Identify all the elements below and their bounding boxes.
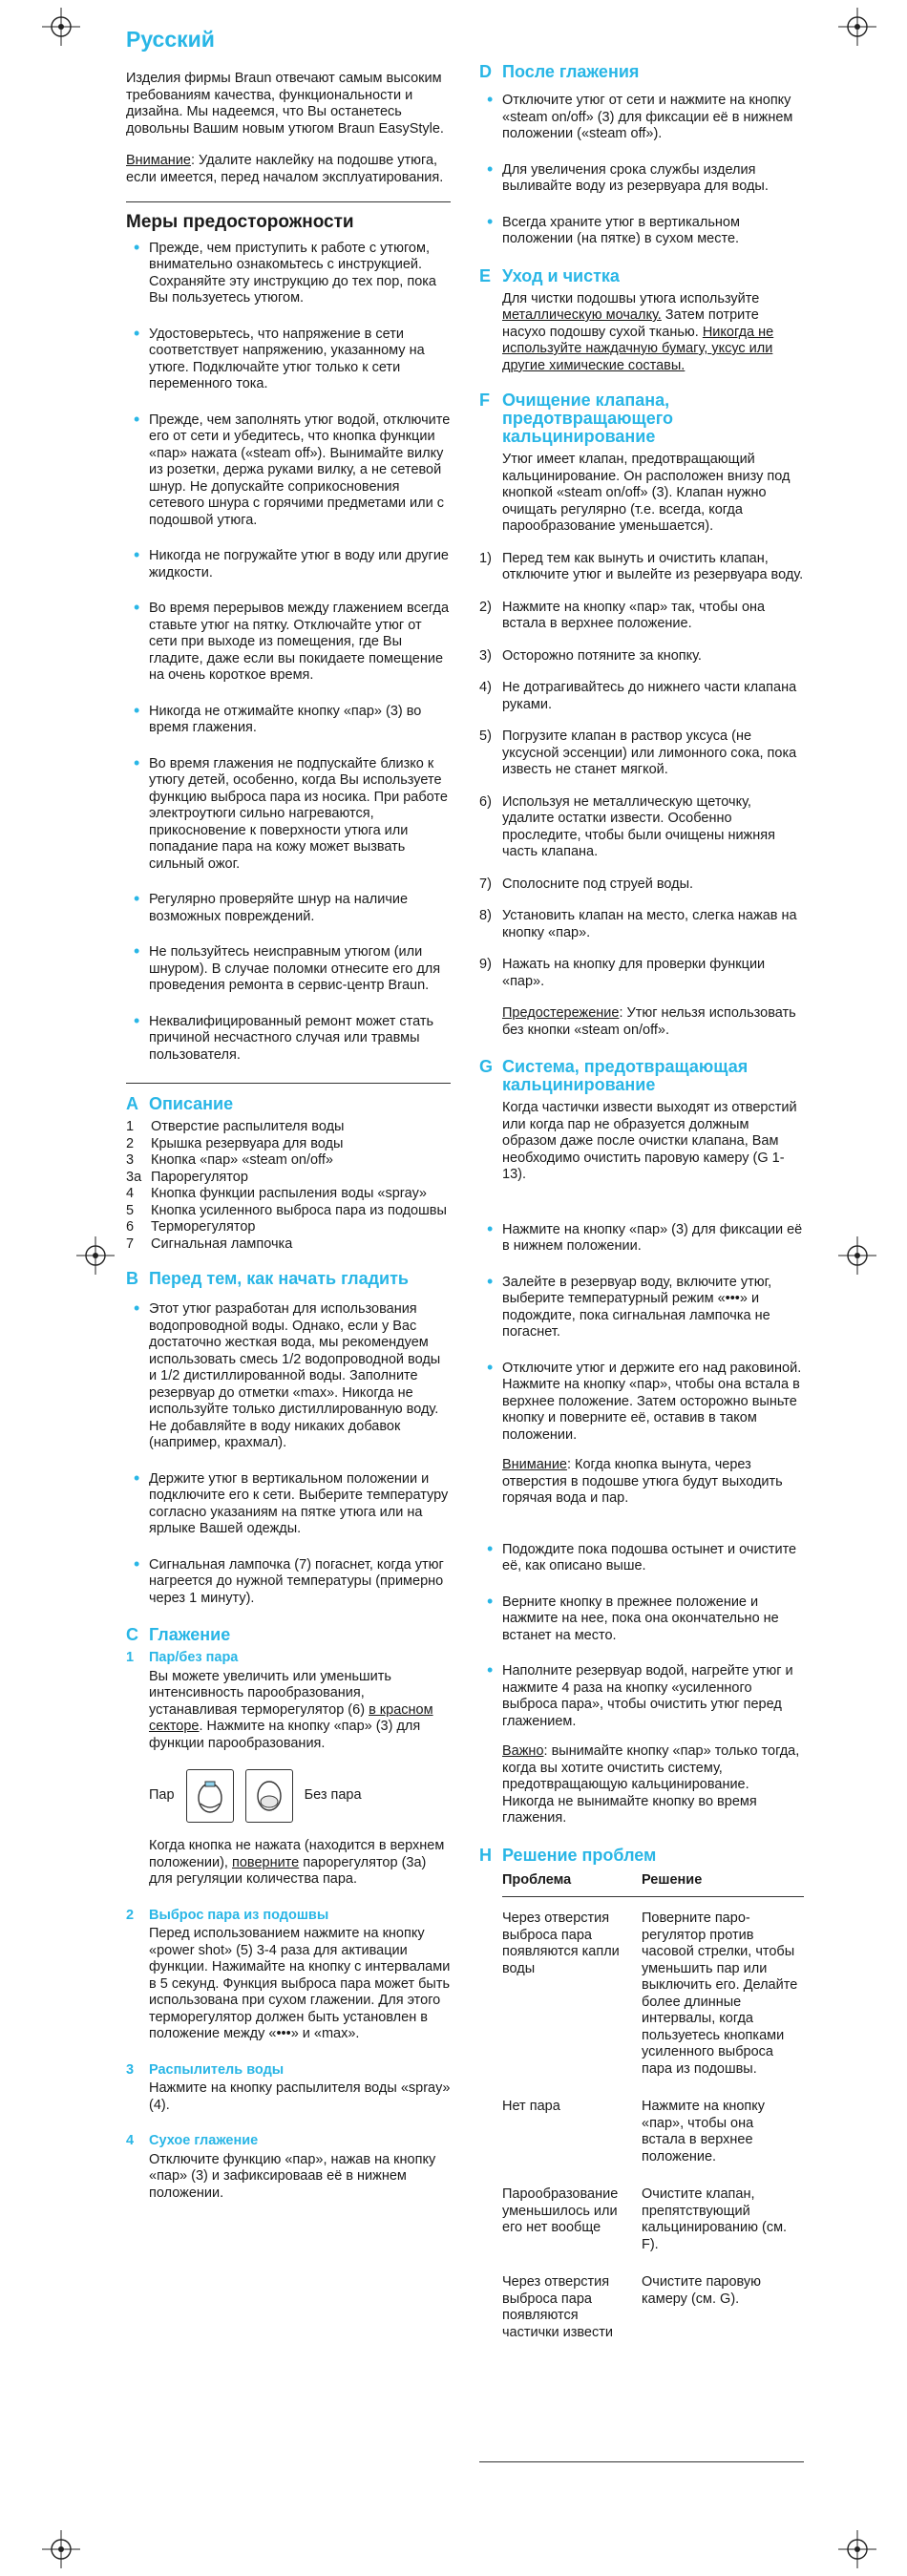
subsection-title: Выброс пара из подошвы — [149, 1907, 329, 1923]
registration-mark-mid-right — [838, 1236, 876, 1275]
page-title: Русский — [126, 27, 215, 52]
registration-mark-bottom-left — [42, 2530, 80, 2568]
item-number: 4 — [126, 1186, 135, 1201]
step-number: 7) — [479, 876, 492, 892]
list-item — [479, 648, 804, 665]
subsection-4-heading — [126, 2133, 451, 2150]
subsection-3-text: Нажмите на кнопку распылителя воды «spray» (4). — [149, 2080, 451, 2113]
anticalc-list-1 — [479, 1222, 804, 1445]
anticalc-intro: Когда частички извести выходят из отверстий или когда пар не образуется должным образом даже после очистки клапана, Вам необходимо очистить паровую камеру (G 1-13). — [502, 1100, 797, 1182]
section-title: Решение проблем — [502, 1845, 657, 1865]
list-item — [126, 1186, 451, 1203]
section-b-heading — [126, 1270, 451, 1288]
list-item: • Прежде, чем заполнять утюг водой, отключите его от сети и убедитесь, что кнопка функции «пар» нажата («steam off»). Вынимайте вилку из розетки, держа руками вилку, а не сетевой шнур. Не допускайте соприкосновения сетевого шнура с горячими предметами или с подошвой утюга. — [126, 412, 451, 530]
section-title: Уход и чистка — [502, 265, 620, 285]
left-column — [126, 27, 451, 2202]
item-number: 6 — [126, 1219, 135, 1235]
step-number: 5) — [479, 728, 492, 744]
valve-intro: Утюг имеет клапан, предотвращающий кальцинирование. Он расположен внизу под кнопкой «steam on/off» (3). Клапан нужно очищать регулярно (т.е. всегда, когда парообразование уменьшается). — [502, 452, 791, 534]
no-steam-label: Без пара — [304, 1787, 362, 1804]
attention-text: : Удалите наклейку на подошве утюга, если имеется, перед началом эксплуатирования. — [126, 153, 444, 185]
item-text: Крышка резервуара для воды — [151, 1135, 344, 1151]
section-letter: H — [479, 1845, 492, 1865]
list-item — [126, 1119, 451, 1136]
column-header-solution: Решение — [642, 1870, 804, 1897]
step-number: 1) — [479, 550, 492, 566]
divider — [126, 201, 451, 202]
subsection-4-text: Отключите функцию «пар», нажав на кнопку «пар» (3) и зафиксироваав её в нижнем положении. — [149, 2151, 436, 2201]
step-number: 2) — [479, 599, 492, 615]
step-text: Нажать на кнопку для проверки функции «пар». — [502, 957, 766, 989]
section-letter: C — [126, 1625, 138, 1644]
list-item — [126, 1203, 451, 1220]
registration-mark-top-right — [838, 8, 876, 46]
list-item: • Регулярно проверяйте шнур на наличие возможных повреждений. — [126, 892, 451, 925]
list-item: • Во время перерывов между глажением всегда ставьте утюг на пятку. Отключайте утюг от сети при выходе из помещения, где Вы гладите, даже если вы покидаете помещение на очень короткое время. — [126, 601, 451, 685]
solution-cell: Очистите клапан, препятствующий кальцинированию (см. F). — [642, 2186, 788, 2252]
section-g-heading — [479, 1058, 804, 1094]
care-text — [502, 291, 804, 375]
list-item: • Нажмите на кнопку «пар» (3) для фиксации её в нижнем положении. — [479, 1222, 804, 1256]
subsection-1-heading — [126, 1650, 451, 1667]
steam-label: Пар — [149, 1787, 175, 1804]
subsection-3-heading — [126, 2062, 451, 2080]
item-text: Кнопка функции распыления воды «spray» — [151, 1186, 427, 1201]
item-number: 1 — [126, 1119, 135, 1134]
section-title: Система, предотвращающая кальцинирование — [502, 1057, 749, 1094]
solution-cell: Очистите паровую камеру (см. G). — [642, 2274, 762, 2307]
item-text: Сигнальная лампочка — [151, 1235, 293, 1252]
list-item: • Неквалифицированный ремонт может стать причиной несчастного случая или травмы пользователя. — [126, 1014, 451, 1065]
item-number: 3 — [126, 1152, 135, 1168]
attention-label: Внимание — [126, 153, 191, 168]
list-item: • Верните кнопку в прежнее положение и нажмите на нее, пока она окончательно не встанет на место. — [479, 1594, 804, 1645]
list-item — [479, 728, 804, 779]
step-text: Используя не металлическую щеточку, удалите остатки извести. Особенно проследите, чтобы были очищены нижняя часть клапана. — [502, 793, 775, 859]
list-item — [479, 600, 804, 633]
section-title: Перед тем, как начать гладить — [149, 1269, 409, 1288]
solution-cell: Нажмите на кнопку «пар», чтобы она встала в верхнее положение. — [642, 2099, 765, 2164]
attention-label: Внимание — [502, 1457, 567, 1472]
warning-label: Предостережение — [502, 1005, 620, 1021]
bottom-rule — [479, 2461, 804, 2462]
list-item — [479, 957, 804, 990]
list-item: • Подождите пока подошва остынет и очистите её, как описано выше. — [479, 1542, 804, 1575]
subsection-title: Пар/без пара — [149, 1650, 239, 1665]
text: парорегулятор (3а) для регуляции количества пара. — [149, 1854, 427, 1887]
list-item — [126, 1170, 451, 1187]
text: Когда кнопка не нажата (находится в верхнем положении), — [149, 1838, 445, 1870]
subsection-2-text: Перед использованием нажмите на кнопку «power shot» (5) 3-4 раза для активации функции. Нажимайте на кнопку с интервалами в 5 секунд. Функция выброса пара может быть использована при сухом глажении. Для этого терморегулятор должен быть установлен в положение между «•••» и «max». — [149, 1926, 451, 2041]
list-item: • Не пользуйтесь неисправным утюгом (или шнуром). В случае поломки отнесите его для проведения ремонта в сервис-центр Braun. — [126, 944, 451, 995]
table-row — [502, 1897, 804, 2086]
item-text: Кнопка усиленного выброса пара из подошвы — [151, 1202, 447, 1218]
divider — [126, 1083, 451, 1084]
list-item: • Сигнальная лампочка (7) погаснет, когда утюг нагреется до нужной температуры (примерно через 1 минуту). — [126, 1557, 451, 1608]
section-title: Описание — [149, 1094, 234, 1113]
subsection-number: 4 — [126, 2133, 135, 2148]
column-header-problem: Проблема — [502, 1870, 642, 1897]
table-row — [502, 2085, 804, 2173]
warning-note — [502, 1005, 804, 1039]
step-text: Перед тем как вынуть и очистить клапан, отключите утюг и вылейте из резервуара воду. — [502, 550, 804, 582]
step-text: Не дотрагивайтесь до нижнего части клапана руками. — [502, 680, 797, 712]
list-item: • Наполните резервуар водой, нагрейте утюг и нажмите 4 раза на кнопку «усиленного выброса пара», чтобы очистить утюг перед глажением. — [479, 1663, 804, 1730]
step-text: Погрузите клапан в раствор уксуса (не уксусной эссенции) или лимонного сока, пока известь не станет мягкой. — [502, 728, 797, 777]
table-row — [502, 2173, 804, 2261]
list-item — [479, 876, 804, 894]
intro-paragraph: Изделия фирмы Braun отвечают самым высоким требованиям качества, функциональности и дизайна. Мы надеемся, что Вы останетесь довольны Вашим новым утюгом Braun EasyStyle. — [126, 71, 444, 137]
item-number: 7 — [126, 1235, 135, 1252]
subsection-number: 2 — [126, 1907, 135, 1923]
text: Вы можете увеличить или уменьшить интенсивность парообразования, устанавливая терморегулятор (6) — [149, 1668, 391, 1718]
list-item: • Залейте в резервуар воду, включите утюг, выберите температурный режим «•••» и подождите, пока сигнальная лампочка не погаснет. — [479, 1275, 804, 1341]
problem-cell: Через отверстия выброса пара появляются частички извести — [502, 2274, 613, 2340]
list-item — [479, 908, 804, 941]
section-e-heading — [479, 267, 804, 285]
list-item: • Отключите утюг и держите его над раковиной. Нажмите на кнопку «пар», чтобы она встала в верхнее положение. Затем осторожно выньте кнопку и поверните её, оставив в таком положении. — [479, 1361, 804, 1445]
after-ironing-list — [479, 93, 804, 248]
section-d-heading — [479, 63, 804, 81]
step-number: 3) — [479, 647, 492, 664]
subsection-1-text — [149, 1669, 451, 1753]
list-item: • Держите утюг в вертикальном положении и подключите его к сети. Выберите температуру согласно указаниям на пятке утюга или на ярлыке Вашей одежды. — [126, 1471, 451, 1538]
steam-off-icon — [245, 1769, 293, 1823]
section-h-heading — [479, 1847, 804, 1865]
important-note — [502, 1743, 804, 1827]
list-item — [126, 1219, 451, 1236]
list-item — [479, 680, 804, 713]
list-item: • Удостоверьтесь, что напряжение в сети соответствует напряжению, указанному на утюге. Подключайте утюг только к сети переменного тока. — [126, 327, 451, 393]
subsection-title: Распылитель воды — [149, 2061, 285, 2078]
item-number: 5 — [126, 1202, 135, 1218]
registration-mark-mid-left — [76, 1236, 115, 1275]
valve-steps — [479, 551, 804, 991]
section-a-heading — [126, 1095, 451, 1113]
attention-note — [126, 153, 451, 186]
important-text: : вынимайте кнопку «пар» только тогда, когда вы хотите очистить систему, предотвращающую кальцинирование. Никогда не вынимайте кнопку во время глажения. — [502, 1743, 800, 1826]
list-item: • Никогда не погружайте утюг в воду или другие жидкости. — [126, 548, 451, 581]
solution-cell: Поверните паро-регулятор против часовой стрелки, чтобы уменьшить пар или выключить его. Делайте более длинные интервалы, когда пользуетесь кнопками усиленного выброса пара из подошвы. — [642, 1911, 798, 2077]
step-text: Нажмите на кнопку «пар» так, чтобы она встала в верхнее положение. — [502, 599, 766, 631]
section-letter: A — [126, 1094, 138, 1113]
list-item: • Во время глажения не подпускайте близко к утюгу детей, особенно, когда Вы используете функцию выброса пара из носика. При работе электроутюги сильно нагреваются, прикосновение к поверхности утюга или попадание пара на кожу может вызвать сильный ожог. — [126, 756, 451, 874]
before-ironing-list — [126, 1301, 451, 1607]
warning-text: : Утюг нельзя использовать без кнопки «steam on/off». — [502, 1005, 796, 1038]
item-text: Терморегулятор — [151, 1219, 256, 1235]
right-column — [479, 63, 804, 2349]
step-number: 6) — [479, 793, 492, 810]
problem-cell: Парообразование уменьшилось или его нет вообще — [502, 2186, 619, 2235]
list-item — [126, 1236, 451, 1254]
step-number: 4) — [479, 680, 492, 695]
precautions-list — [126, 241, 451, 1065]
step-text: Осторожно потяните за кнопку. — [502, 647, 702, 664]
section-letter: G — [479, 1057, 494, 1076]
list-item: • Прежде, чем приступить к работе с утюгом, внимательно ознакомьтесь с инструкцией. Сохраняйте эту инструкцию до тех пор, пока Вы пользуетесь утюгом. — [126, 241, 451, 307]
troubleshooting-table-wrap — [502, 1870, 804, 2350]
step-number: 9) — [479, 957, 492, 972]
section-c-heading — [126, 1626, 451, 1644]
step-text: Сполосните под струей воды. — [502, 876, 694, 892]
list-item: • Всегда храните утюг в вертикальном положении (на пятке) в сухом месте. — [479, 215, 804, 248]
registration-mark-bottom-right — [838, 2530, 876, 2568]
section-letter: F — [479, 391, 490, 410]
item-number: 3a — [126, 1169, 142, 1185]
item-text: Кнопка «пар» «steam on/off» — [151, 1152, 333, 1168]
step-text: Установить клапан на место, слегка нажав на кнопку «пар». — [502, 908, 797, 940]
list-item — [126, 1152, 451, 1170]
table-header-row — [502, 1870, 804, 1897]
text: Для чистки подошвы утюга используйте — [502, 290, 760, 306]
list-item — [479, 794, 804, 861]
item-text: Отверстие распылителя воды — [151, 1119, 345, 1134]
list-item — [126, 1136, 451, 1153]
precautions-heading: Меры предосторожности — [126, 212, 354, 232]
steam-button-illustration — [149, 1769, 451, 1823]
item-text: Парорегулятор — [151, 1169, 248, 1185]
troubleshooting-table — [502, 1870, 804, 2350]
list-item — [479, 551, 804, 584]
list-item: • Этот утюг разработан для использования водопроводной воды. Однако, если у Вас достаточно жесткая вода, мы рекомендуем использовать смесь 1/2 водопроводной воды и 1/2 дистиллированной воды. Заполните резервуар до отметки «max». Никогда не используйте только дистиллированную воду. Не добавляйте в воду никаких добавок (например, крахмал). — [126, 1301, 451, 1452]
text: Затем потрите насухо подошву сухой тканью. — [502, 307, 759, 340]
important-label: Важно — [502, 1743, 544, 1759]
underlined-text: металлическую мочалку. — [502, 307, 662, 323]
subsection-1b-text — [149, 1838, 451, 1889]
section-title: Глажение — [149, 1625, 231, 1644]
list-item: • Никогда не отжимайте кнопку «пар» (3) во время глажения. — [126, 704, 451, 737]
section-title: После глажения — [502, 62, 640, 81]
underlined-text: поверните — [231, 1854, 300, 1870]
parts-description-list — [126, 1119, 451, 1253]
problem-cell: Через отверстия выброса пара появляются капли воды — [502, 1911, 620, 1976]
section-letter: D — [479, 62, 492, 81]
steam-on-icon — [186, 1769, 234, 1823]
item-number: 2 — [126, 1135, 135, 1151]
table-row — [502, 2261, 804, 2349]
subsection-number: 3 — [126, 2061, 135, 2078]
attention-text: : Когда кнопка вынута, через отверстия в подошве утюга будут выходить горячая вода и пар. — [502, 1457, 783, 1506]
underlined-text: Никогда не используйте наждачную бумагу, уксус или другие химические составы. — [502, 324, 774, 373]
registration-mark-top-left — [42, 8, 80, 46]
section-f-heading — [479, 391, 804, 446]
list-item: • Отключите утюг от сети и нажмите на кнопку «steam on/off» (3) для фиксации её в нижнем положении («steam off»). — [479, 93, 804, 143]
section-letter: E — [479, 265, 492, 285]
anticalc-list-2 — [479, 1542, 804, 1731]
step-number: 8) — [479, 908, 492, 923]
section-letter: B — [126, 1269, 138, 1288]
underlined-text: в красном секторе — [149, 1701, 433, 1734]
problem-cell: Нет пара — [502, 2099, 560, 2114]
subsection-number: 1 — [126, 1650, 135, 1665]
section-title: Очищение клапана, предотвращающего кальцинирование — [502, 391, 673, 446]
anticalc-attention — [502, 1457, 804, 1508]
list-item: • Для увеличения срока службы изделия выливайте воду из резервуара для воды. — [479, 162, 804, 196]
text: . Нажмите на кнопку «пар» (3) для функции парообразования. — [149, 1719, 421, 1751]
subsection-title: Сухое глажение — [149, 2133, 259, 2148]
subsection-2-heading — [126, 1908, 451, 1925]
